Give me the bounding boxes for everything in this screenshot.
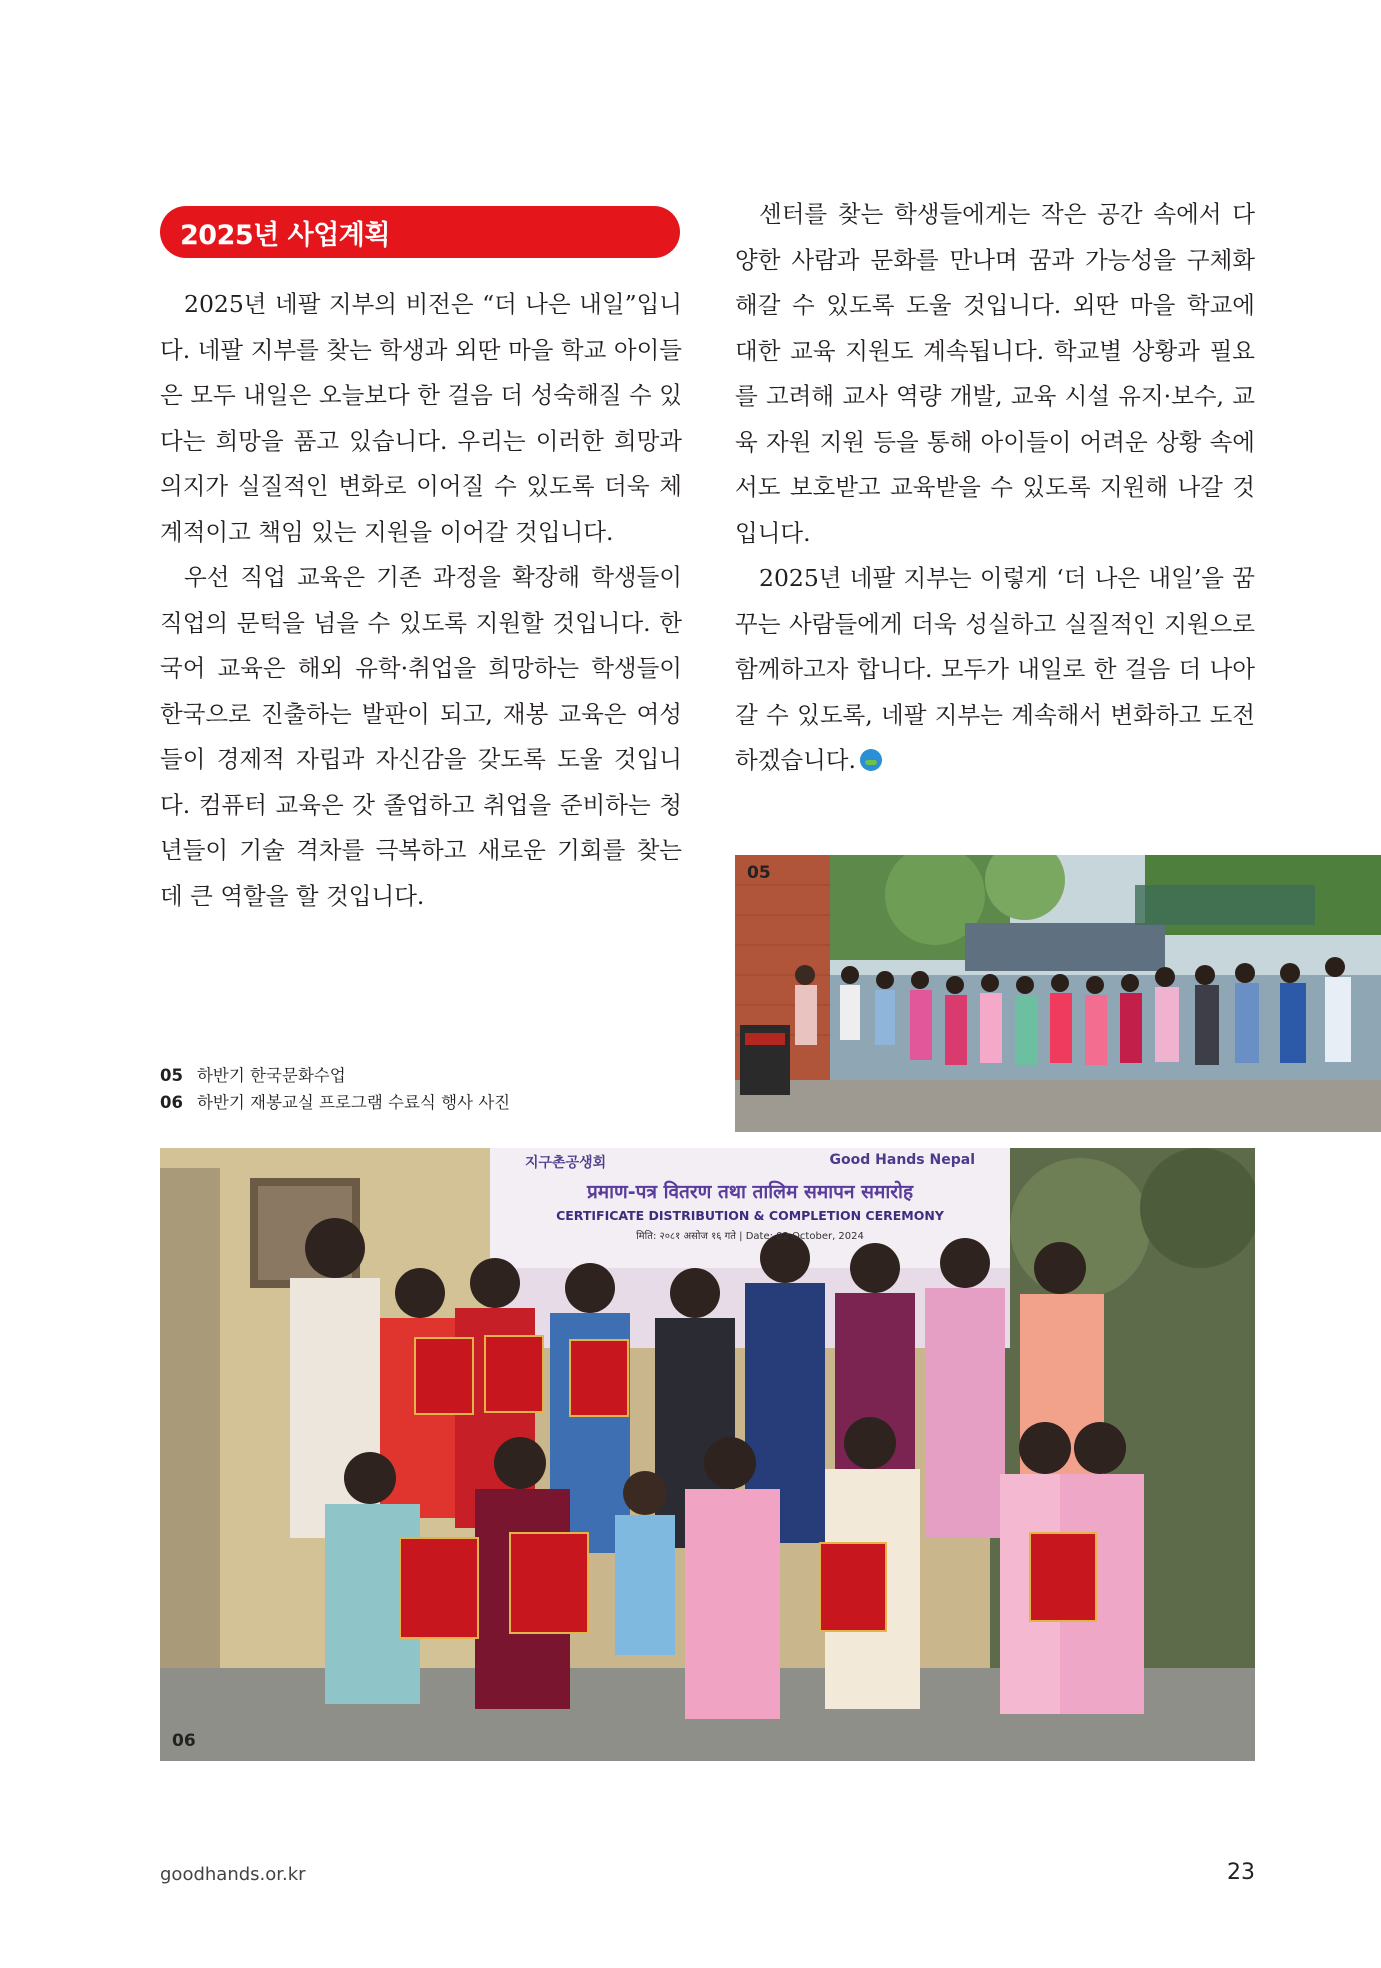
caption-text: 하반기 재봉교실 프로그램 수료식 행사 사진: [196, 1093, 511, 1112]
section-heading-bar: [160, 206, 680, 258]
paragraph: 우선 직업 교육은 기존 과정을 확장해 학생들이 직업의 문턱을 넘을 수 있도록 지원할 것입니다. 한국어 교육은 해외 유학·취업을 희망하는 학생들이 한국으로 진출하는 발판이 되고, 재봉 교육은 여성들이 경제적 자립과 자신감을 갖도록 도울 것입니다. 컴퓨터 교육은 갓 졸업하고 취업을 준비하는 청년들이 기술 격차를 극복하고 새로운 기회를 찾는 데 큰 역할을 할 것입니다.: [160, 563, 682, 910]
paragraph: 센터를 찾는 학생들에게는 작은 공간 속에서 다양한 사람과 문화를 만나며 꿈과 가능성을 구체화해갈 수 있도록 도울 것입니다. 외딴 마을 학교에 대한 교육 지원도 계속됩니다. 학교별 상황과 필요를 고려해 교사 역량 개발, 교육 시설 유지·보수, 교육 자원 지원 등을 통해 아이들이 어려운 상황 속에서도 보호받고 교육받을 수 있도록 지원해 나갈 것입니다.: [735, 200, 1255, 547]
banner-org-left: 지구촌공생회: [525, 1155, 607, 1171]
banner-org-row: [495, 1152, 1005, 1172]
caption-number: 05: [160, 1066, 183, 1085]
banner-title-english: CERTIFICATE DISTRIBUTION & COMPLETION CEREMONY: [556, 1208, 944, 1223]
photo-sewing-ceremony: [160, 1148, 1255, 1761]
photo-number: 05: [747, 863, 771, 883]
paragraph: 2025년 네팔 지부의 비전은 “더 나은 내일”입니다. 네팔 지부를 찾는 학생과 외딴 마을 학교 아이들은 모두 내일은 오늘보다 한 걸음 더 성숙해질 수 있다는 희망을 품고 있습니다. 우리는 이러한 희망과 의지가 실질적인 변화로 이어질 수 있도록 더욱 체계적이고 책임 있는 지원을 이어갈 것입니다.: [160, 290, 682, 546]
caption-number: 06: [160, 1093, 183, 1112]
body-column-left: [160, 282, 682, 919]
banner-title-nepali: प्रमाण-पत्र वितरण तथा तालिम समापन समारोह: [586, 1181, 914, 1203]
paragraph: [735, 556, 1255, 784]
banner-date: मिति: २०८१ असोज १६ गते | Date: 02 October, 2024: [636, 1231, 864, 1242]
banner-org-right: Good Hands Nepal: [829, 1152, 975, 1168]
section-title: 2025년 사업계획: [180, 219, 390, 251]
photo-05-illustration: [735, 855, 1381, 1132]
page-number: 23: [1227, 1860, 1255, 1885]
photo-number: 06: [172, 1731, 196, 1751]
ceremony-banner: [495, 1152, 1005, 1242]
caption-06: [160, 1089, 510, 1116]
footer-website: goodhands.or.kr: [160, 1864, 306, 1885]
photo-korean-culture-class: [735, 855, 1381, 1132]
end-mark-logo-icon: [860, 749, 882, 771]
paragraph-text: 2025년 네팔 지부는 이렇게 ‘더 나은 내일’을 꿈꾸는 사람들에게 더욱 성실하고 실질적인 지원으로 함께하고자 합니다. 모두가 내일로 한 걸음 더 나아갈 수 있도록, 네팔 지부는 계속해서 변화하고 도전하겠습니다.: [735, 564, 1255, 774]
photo-captions: [160, 1062, 510, 1116]
body-column-right: [735, 192, 1255, 784]
caption-text: 하반기 한국문화수업: [196, 1066, 346, 1085]
caption-05: [160, 1062, 510, 1089]
